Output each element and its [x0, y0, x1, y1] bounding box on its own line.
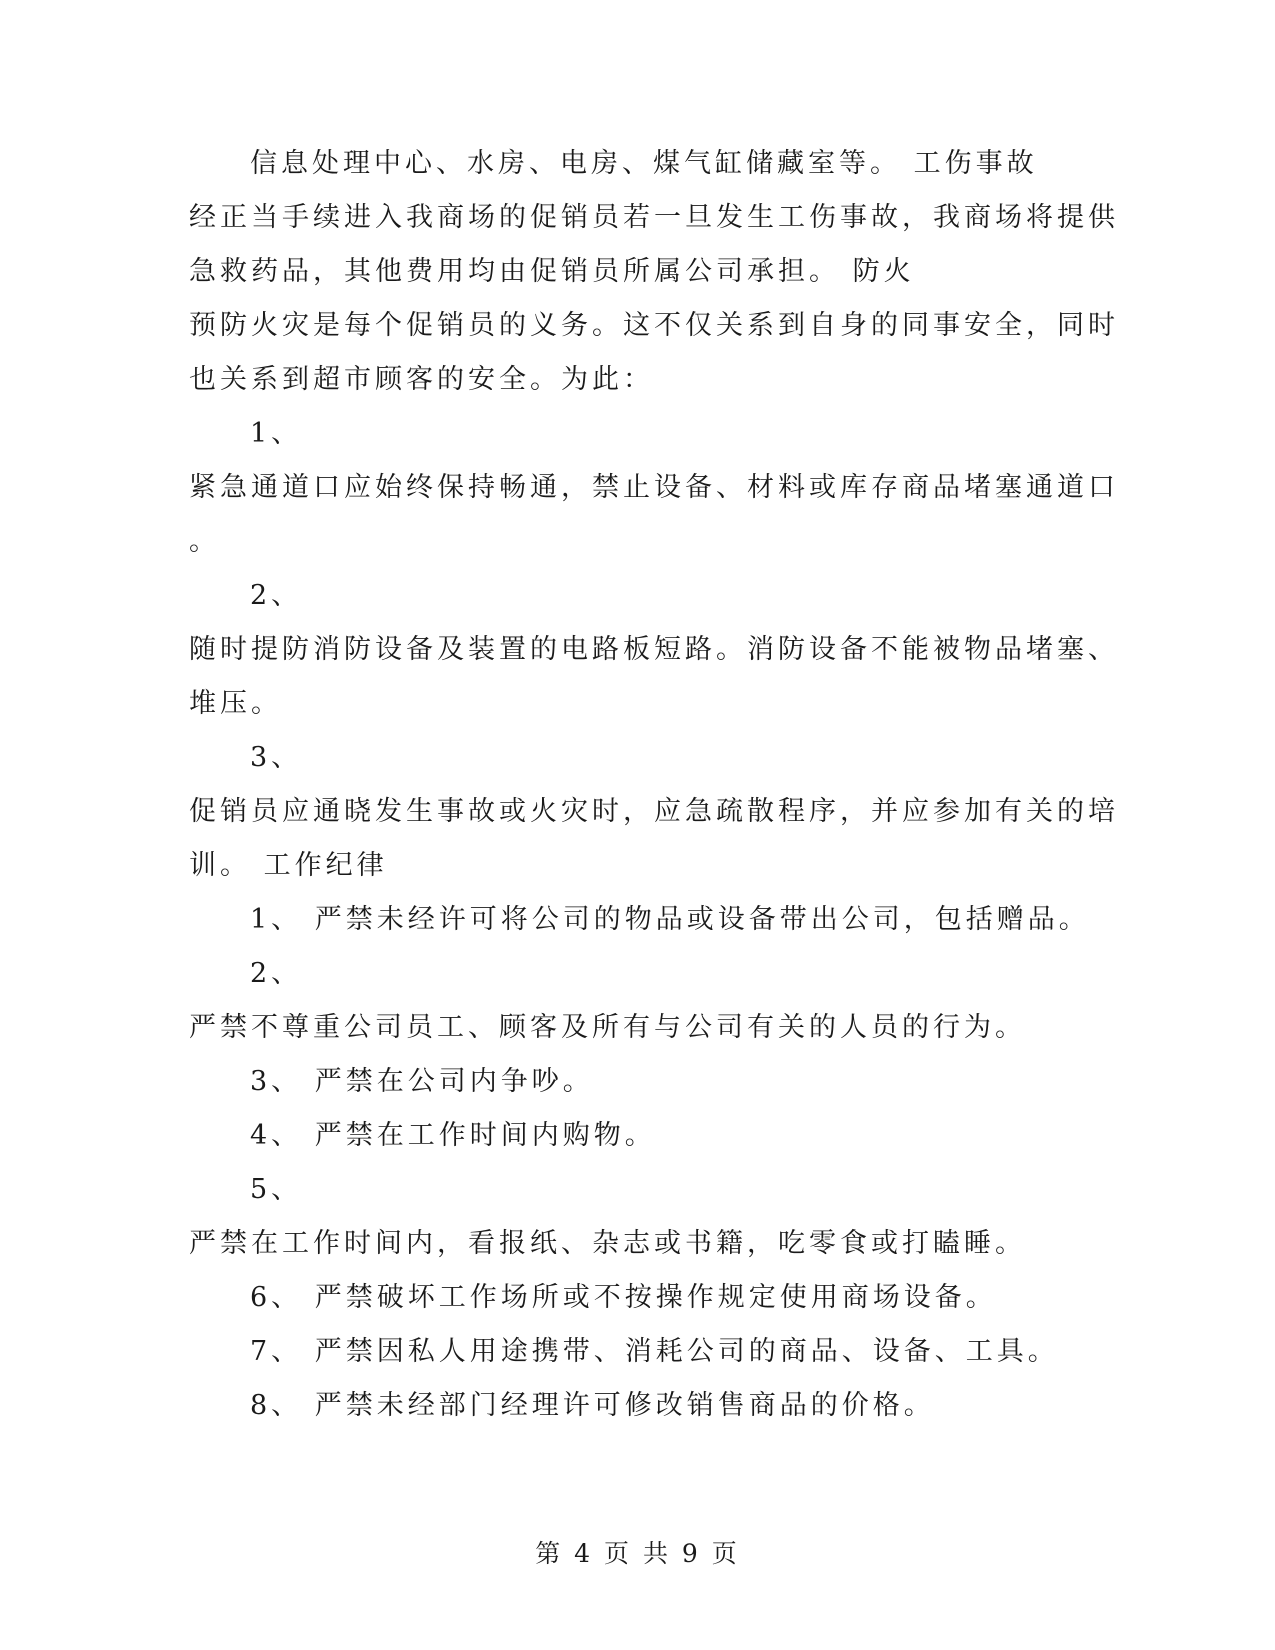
page-footer: 第 4 页 共 9 页 — [535, 1539, 740, 1568]
text-line: 经正当手续进入我商场的促销员若一旦发生工伤事故，我商场将提供 — [189, 202, 1119, 233]
text-line: 随时提防消防设备及装置的电路板短路。消防设备不能被物品堵塞、 — [189, 634, 1119, 665]
list-item: 1、 严禁未经许可将公司的物品或设备带出公司，包括赠品。 — [250, 904, 1090, 935]
text-line: 。 — [189, 526, 220, 557]
list-item: 6、 严禁破坏工作场所或不按操作规定使用商场设备。 — [250, 1282, 997, 1313]
list-item: 8、 严禁未经部门经理许可修改销售商品的价格。 — [250, 1390, 935, 1421]
text-line: 严禁在工作时间内，看报纸、杂志或书籍，吃零食或打瞌睡。 — [189, 1228, 1026, 1259]
text-line: 信息处理中心、水房、电房、煤气缸储藏室等。 工伤事故 — [250, 148, 1038, 179]
text-line: 促销员应通晓发生事故或火灾时，应急疏散程序，并应参加有关的培 — [189, 796, 1119, 827]
list-number: 5、 — [250, 1174, 303, 1205]
text-line: 预防火灾是每个促销员的义务。这不仅关系到自身的同事安全，同时 — [189, 310, 1119, 341]
text-line: 堆压。 — [189, 688, 282, 719]
list-number: 1、 — [250, 418, 303, 449]
list-number: 3、 — [250, 742, 303, 773]
text-line: 训。 工作纪律 — [189, 850, 388, 881]
text-line: 也关系到超市顾客的安全。为此： — [189, 364, 654, 395]
list-number: 2、 — [250, 580, 303, 611]
list-item: 3、 严禁在公司内争吵。 — [250, 1066, 594, 1097]
list-number: 2、 — [250, 958, 303, 989]
text-line: 紧急通道口应始终保持畅通，禁止设备、材料或库存商品堵塞通道口 — [189, 472, 1119, 503]
list-item: 4、 严禁在工作时间内购物。 — [250, 1120, 656, 1151]
text-line: 急救药品，其他费用均由促销员所属公司承担。 防火 — [189, 256, 915, 287]
list-item: 7、 严禁因私人用途携带、消耗公司的商品、设备、工具。 — [250, 1336, 1059, 1367]
text-line: 严禁不尊重公司员工、顾客及所有与公司有关的人员的行为。 — [189, 1012, 1026, 1043]
